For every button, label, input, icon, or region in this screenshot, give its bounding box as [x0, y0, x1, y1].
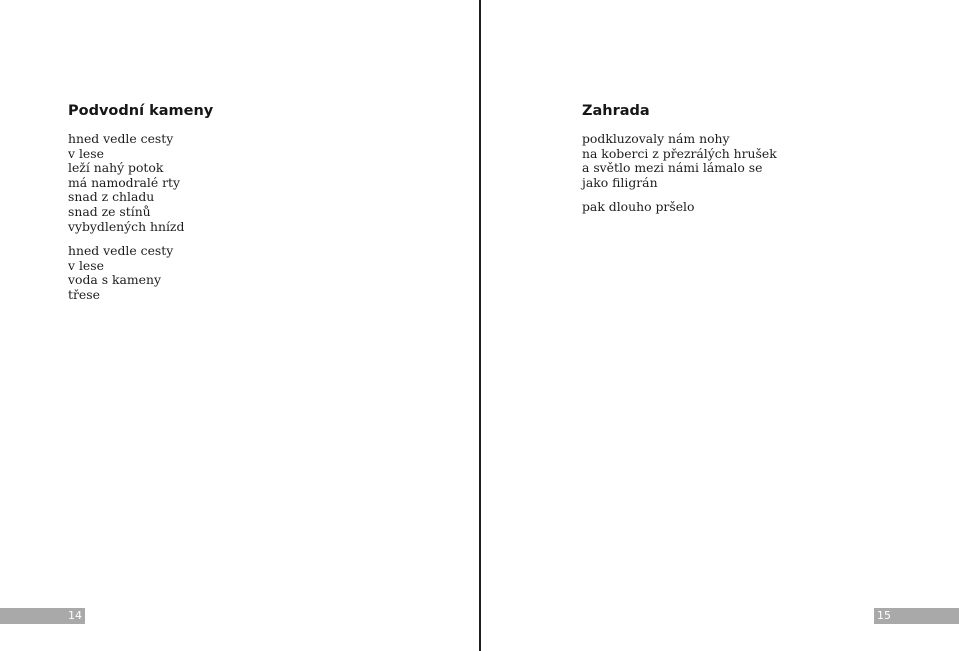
- verse-line: hned vedle cesty: [68, 131, 174, 146]
- right-page: [481, 0, 959, 651]
- page-number: 14: [68, 609, 82, 622]
- verse-line: vybydlených hnízd: [68, 218, 185, 234]
- poem-title: Zahrada: [582, 103, 650, 119]
- verse-line: má namodralé rty: [68, 174, 181, 190]
- stanza: [582, 132, 777, 190]
- verse-line: a světlo mezi námi lámalo se: [582, 160, 763, 176]
- verse-line: hned vedle cesty: [68, 243, 174, 259]
- verse-line: třese: [68, 286, 100, 302]
- verse-line: na koberci z přezrálých hrušek: [582, 145, 777, 161]
- stanza: [582, 200, 777, 215]
- stanza: [68, 244, 213, 302]
- stanza: [68, 132, 213, 234]
- verse-line: pak dlouho pršelo: [582, 199, 695, 215]
- verse-line: snad z chladu: [68, 189, 155, 205]
- poem-zahrada: [582, 102, 777, 225]
- verse-line: snad ze stínů: [68, 203, 151, 219]
- poem-podvodni-kameny: [68, 102, 213, 313]
- verse-line: v lese: [68, 145, 104, 161]
- poem-title: Podvodní kameny: [68, 103, 214, 119]
- verse-line: leží nahý potok: [68, 160, 164, 176]
- verse-line: v lese: [68, 257, 104, 273]
- verse-line: podkluzovaly nám nohy: [582, 131, 730, 146]
- verse-line: voda s kameny: [68, 272, 161, 288]
- verse-line: jako filigrán: [582, 174, 658, 190]
- page-number: 15: [877, 609, 891, 622]
- left-page: [0, 0, 479, 651]
